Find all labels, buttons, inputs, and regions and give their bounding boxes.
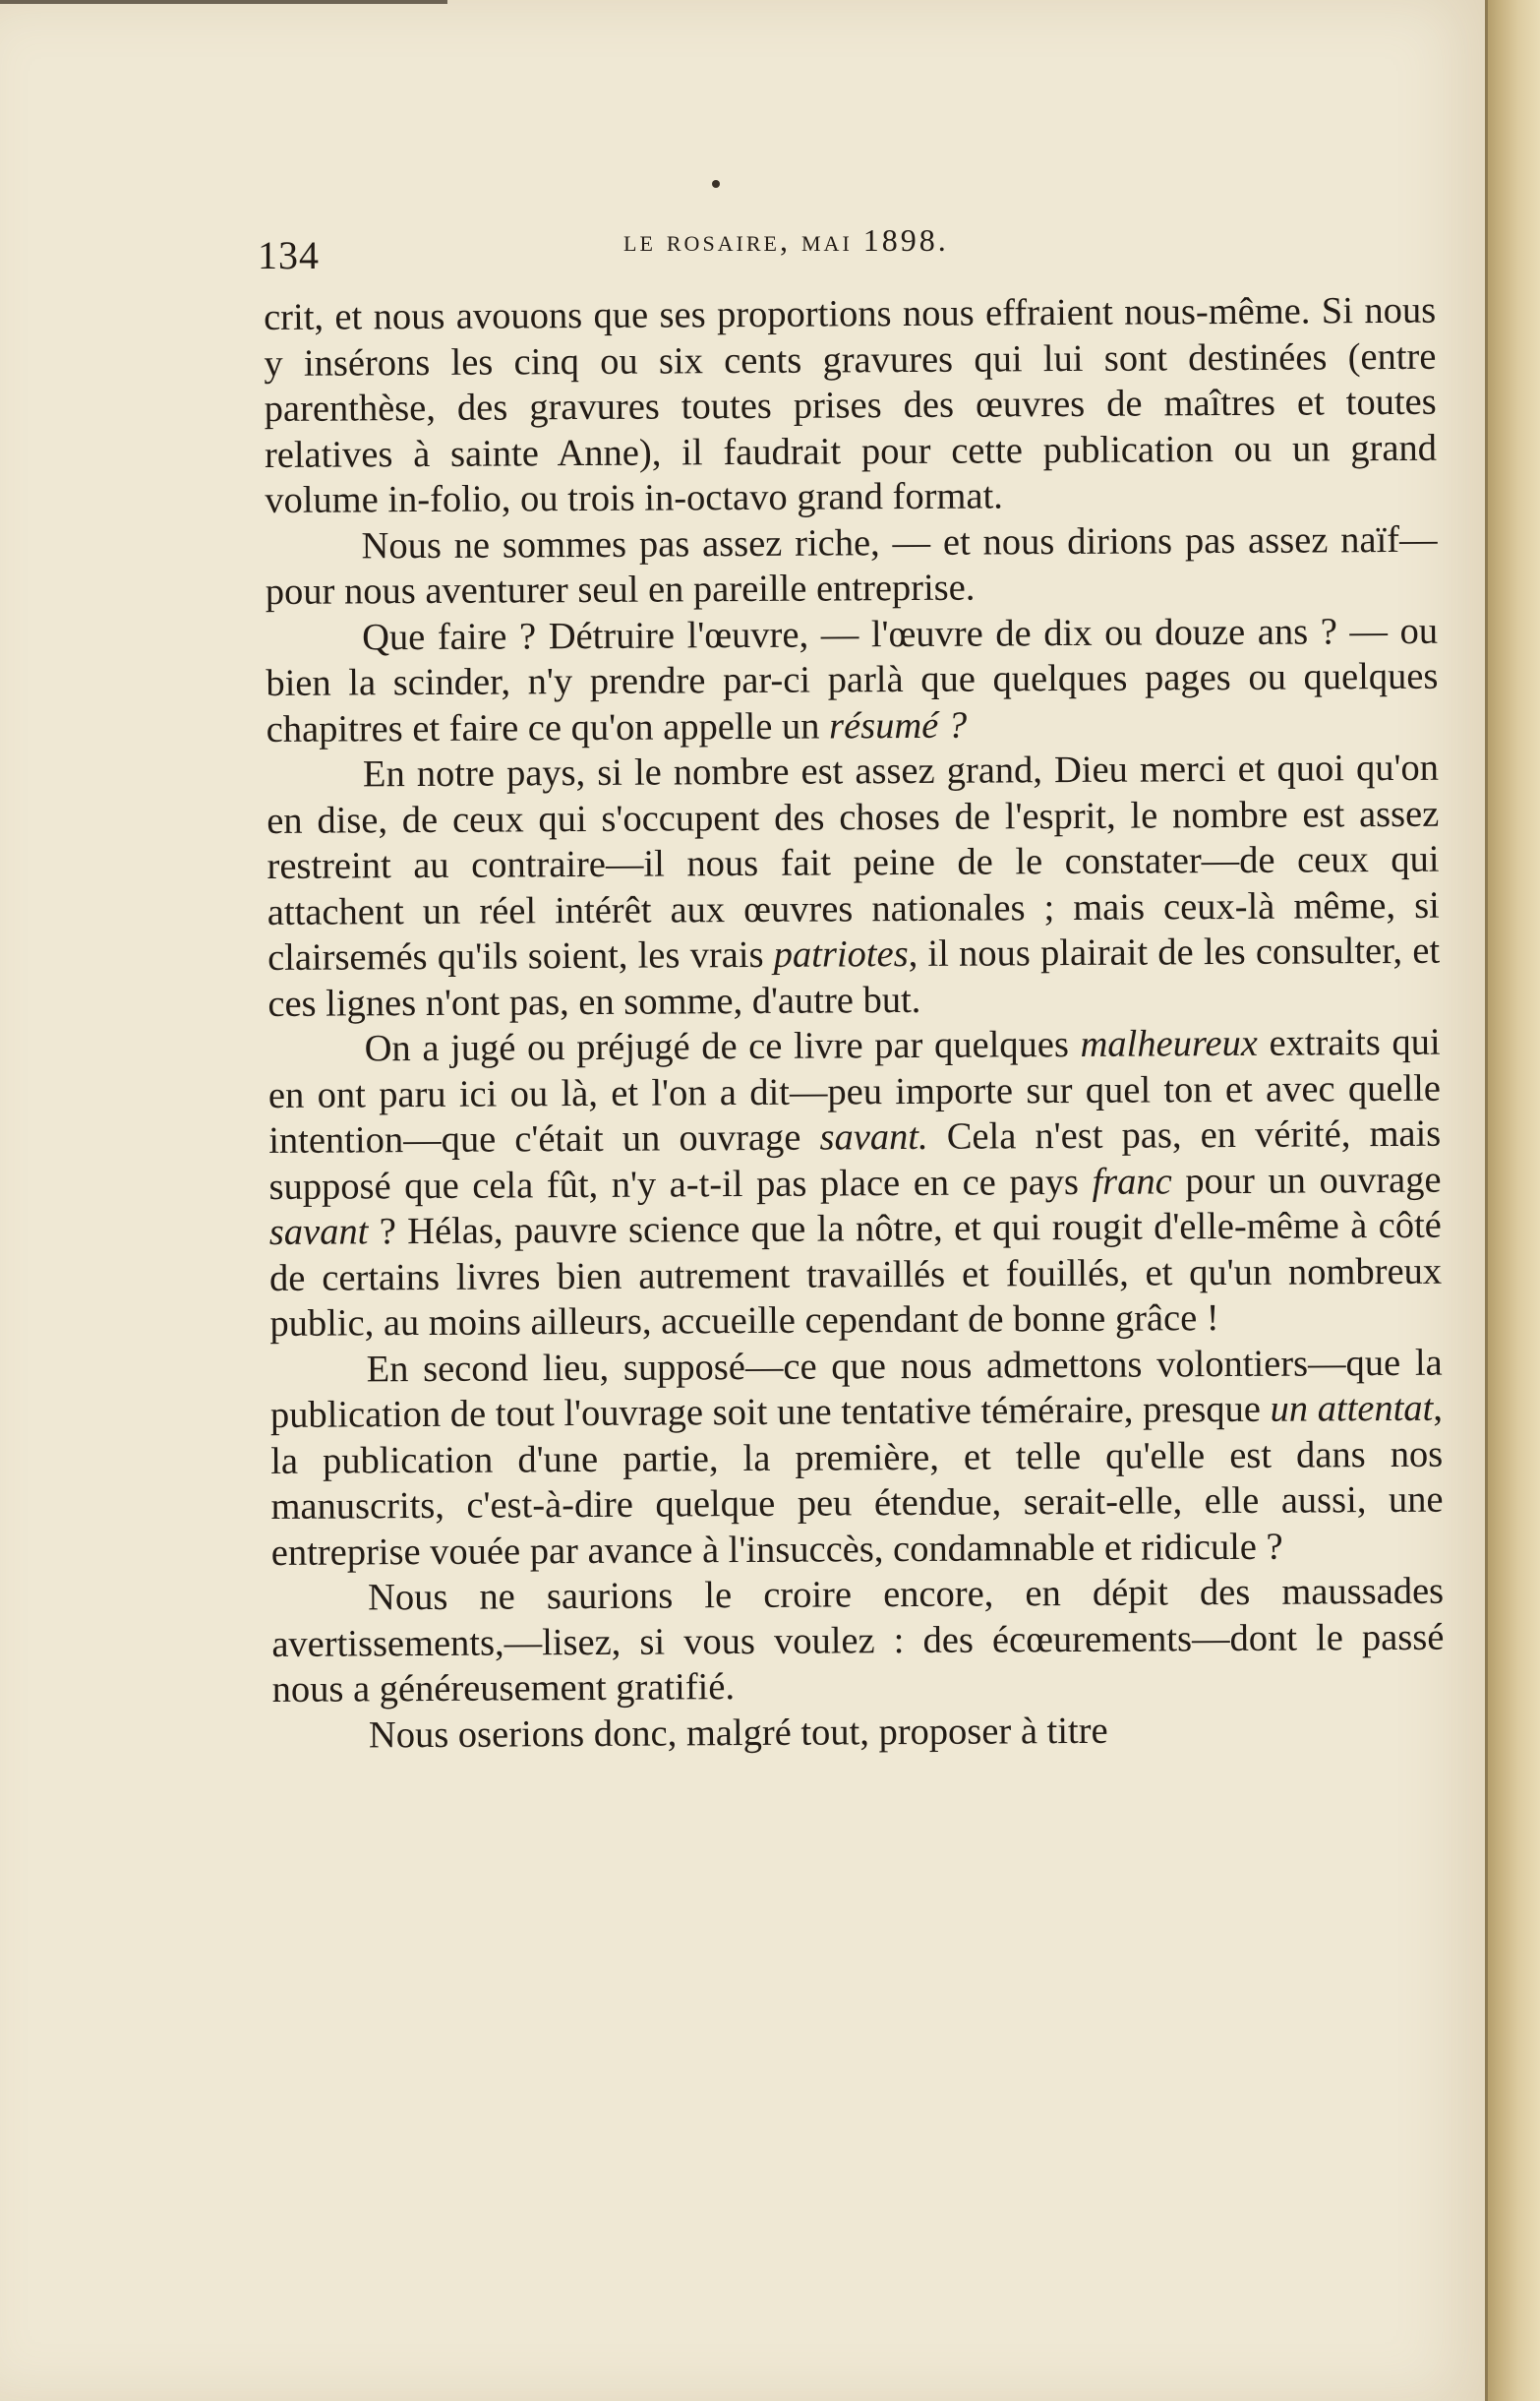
top-edge-rule bbox=[0, 0, 447, 4]
ink-speck bbox=[712, 180, 720, 188]
italic-text: savant. bbox=[819, 1115, 928, 1159]
running-head: le rosaire, mai 1898. bbox=[623, 222, 949, 258]
italic-text: savant bbox=[268, 1211, 369, 1253]
text-run: , la publication d'une partie, la première, et telle qu'elle est dans nos manuscrits, c'est-à-dire quelque peu étendue, serait-elle, elle aussi, une entreprise vouée par avance à l'insuccès, condamnable et ridicule ? bbox=[270, 1387, 1444, 1574]
text-run: En second lieu, supposé—ce que nous admettons volontiers—que la publication de tout l'ouvrage soit une tentative téméraire, presque bbox=[269, 1342, 1443, 1436]
paragraph bbox=[266, 608, 1439, 752]
text-run: extraits qui en ont paru ici ou là, et l'on a dit—peu importe sur quel ton et avec quelle intention—que c'était un ouvrage bbox=[267, 1021, 1442, 1162]
italic-text: patriotes bbox=[773, 933, 909, 976]
paragraph bbox=[264, 288, 1437, 524]
text-run: crit, et nous avouons que ses proportions nous effraient nous-même. Si nous y insérons les cinq ou six cents gravures qui lui sont destinées (entre parenthèse, des gravures toutes prises des œuvres de maîtres et toutes relatives à sainte Anne), il faudrait pour cette publication ou un grand volume in-folio, ou trois in-octavo grand format. bbox=[264, 289, 1438, 521]
text-run: On a jugé ou préjugé de ce livre par quelques bbox=[364, 1023, 1081, 1070]
paragraph bbox=[267, 746, 1441, 1027]
page-number: 134 bbox=[258, 233, 320, 277]
page-header bbox=[258, 212, 1241, 281]
italic-text: résumé ? bbox=[828, 704, 968, 747]
page-edge-shadow bbox=[1485, 0, 1540, 2401]
text-run: En notre pays, si le nombre est assez grand, Dieu merci et quoi qu'on en dise, de ceux qui s'occupent des choses de l'esprit, le nombre est assez restreint au contraire—il nous fait peine de le constater—de ceux qui attachent un réel intérêt aux œuvres nationales ; mais ceux-là même, si clairsemés qu'ils soient, les vrais bbox=[267, 747, 1440, 979]
paragraph bbox=[268, 1020, 1443, 1348]
text-run: Nous ne sommes pas assez riche, — et nous dirions pas assez naïf—pour nous aventurer seul en pareille entreprise. bbox=[265, 518, 1438, 613]
text-run: , il nous plairait de les consulter, et ces lignes n'ont pas, en somme, d'autre but. bbox=[267, 930, 1441, 1025]
text-run: Nous oserions donc, malgré tout, proposer à titre bbox=[368, 1710, 1108, 1756]
body-text bbox=[264, 288, 1445, 1759]
paragraph bbox=[272, 1706, 1445, 1759]
italic-text: malheureux bbox=[1080, 1022, 1258, 1065]
paragraph bbox=[270, 1340, 1444, 1576]
text-run: Cela n'est pas, en vérité, mais supposé que cela fût, n'y a-t-il pas place en ce pays bbox=[268, 1112, 1442, 1208]
text-run: Que faire ? Détruire l'œuvre, — l'œuvre de dix ou douze ans ? — ou bien la scinder, n'y prendre par-ci parlà que quelques pages ou quelques chapitres et faire ce qu'on appelle un bbox=[266, 610, 1439, 750]
text-run: Nous ne saurions le croire encore, en dépit des maussades avertissements,—lisez, si vous voulez : des écœurements—dont le passé nous a généreusement gratifié. bbox=[271, 1570, 1445, 1711]
italic-text: un attentat bbox=[1270, 1387, 1434, 1430]
text-run: pour un ouvrage bbox=[1171, 1159, 1442, 1202]
paragraph bbox=[265, 516, 1438, 615]
text-run: ? Hélas, pauvre science que la nôtre, et qui rougit d'elle-même à côté de certains livres bien autrement travaillés et fouillés, et qu'un nombreux public, au moins ailleurs, accueille cependant de bonne grâce ! bbox=[268, 1204, 1443, 1345]
paragraph bbox=[271, 1569, 1445, 1713]
italic-text: franc bbox=[1092, 1160, 1172, 1203]
